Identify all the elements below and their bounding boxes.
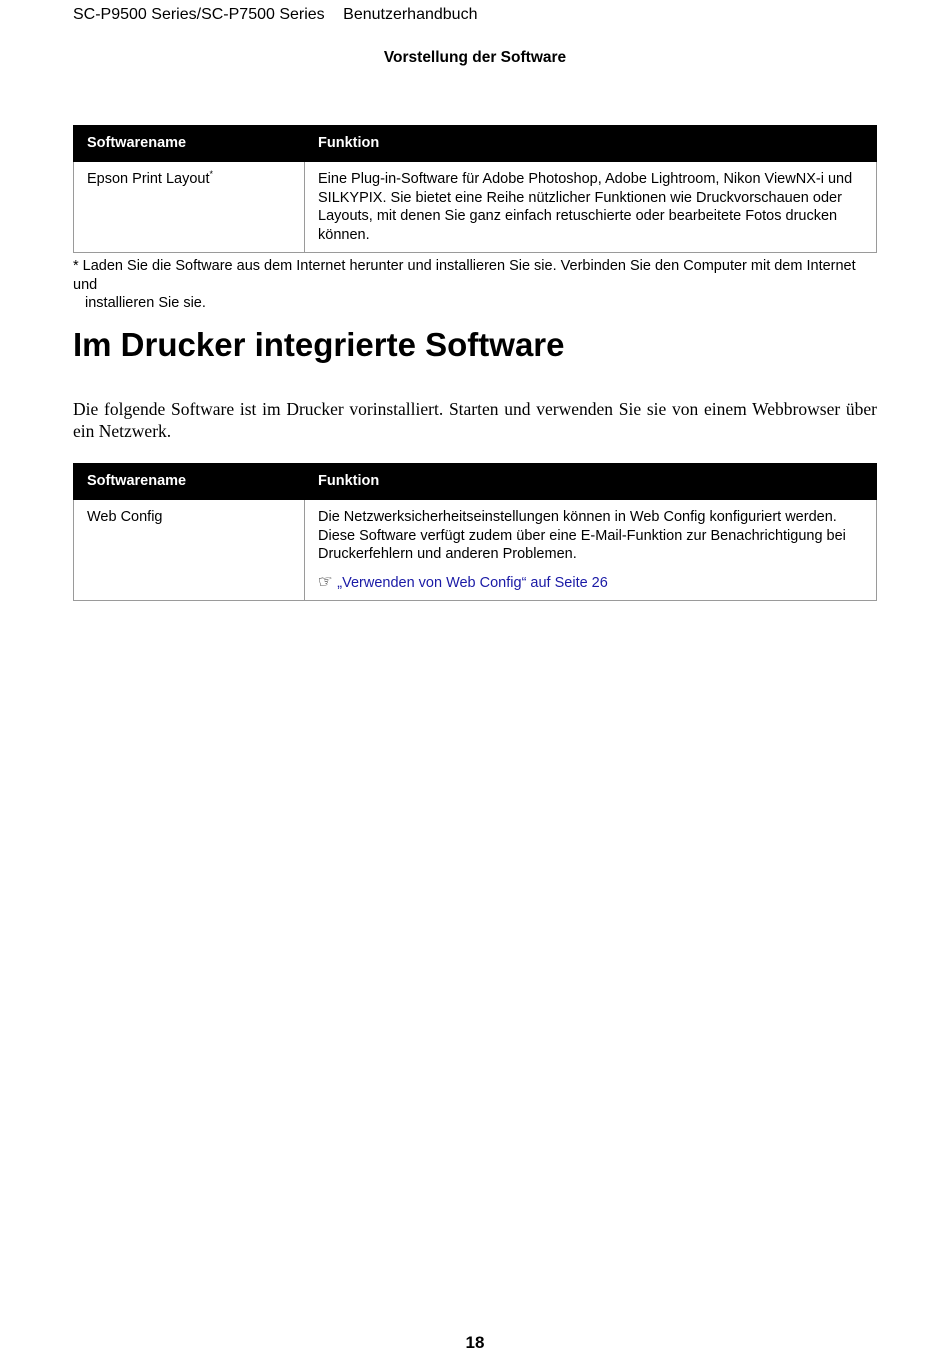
software-function-text: Die Netzwerksicherheitseinstellungen können in Web Config konfiguriert werden. Diese Software verfügt zudem über eine E-Mail-Funktion zur Benachrichtigung bei Druckerfehlern und anderen Problemen.: [318, 509, 846, 562]
software-function-cell: [305, 500, 877, 601]
software-name-cell: [74, 162, 305, 253]
software-name: Epson Print Layout: [87, 171, 210, 187]
column-header-function: Funktion: [305, 464, 877, 500]
software-function-cell: Eine Plug-in-Software für Adobe Photoshop, Adobe Lightroom, Nikon ViewNX-i und SILKYPIX. Sie bietet eine Reihe nützlicher Funktionen wie Druckvorschauen oder Layouts, mit denen Sie ganz einfach retuschierte oder bearbeitete Fotos drucken können.: [305, 162, 877, 253]
column-header-name: Softwarename: [74, 126, 305, 162]
software-name-cell: Web Config: [74, 500, 305, 601]
footnote-mark: *: [209, 169, 214, 179]
software-table-2: [73, 463, 877, 601]
cross-reference-link[interactable]: [316, 570, 863, 593]
footnote: [73, 257, 877, 313]
page-number: 18: [465, 1333, 485, 1352]
product-series: SC-P9500 Series/SC-P7500 Series: [73, 6, 325, 23]
software-table-1: [73, 125, 877, 253]
table-header-row: [74, 464, 877, 500]
manual-title: Benutzerhandbuch: [343, 6, 478, 23]
chapter-title: Vorstellung der Software: [383, 49, 567, 66]
footnote-line-2: installieren Sie sie.: [85, 295, 206, 311]
footnote-line-1: * Laden Sie die Software aus dem Internet herunter und installieren Sie sie. Verbinden Sie den Computer mit dem Internet und: [73, 258, 856, 293]
table-row: [74, 162, 877, 253]
cross-reference-text[interactable]: „Verwenden von Web Config“ auf Seite 26: [337, 574, 608, 591]
column-header-function: Funktion: [305, 126, 877, 162]
section-heading: Im Drucker integrierte Software: [73, 326, 565, 363]
table-row: [74, 500, 877, 601]
section-intro: Die folgende Software ist im Drucker vorinstalliert. Starten und verwenden Sie sie von einem Webbrowser über ein Netzwerk.: [73, 399, 877, 441]
column-header-name: Softwarename: [74, 464, 305, 500]
running-header: [73, 6, 477, 24]
pointing-hand-icon: ☞: [316, 570, 335, 593]
table-header-row: [74, 126, 877, 162]
